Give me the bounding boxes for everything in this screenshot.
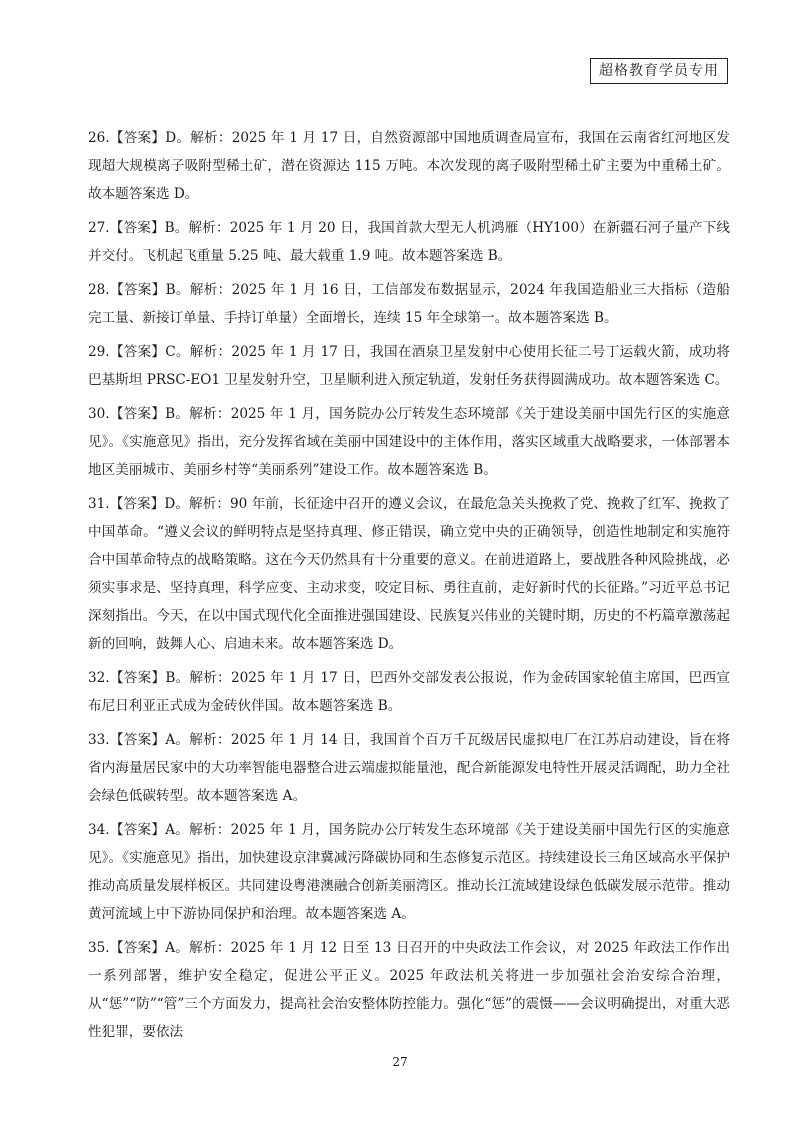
answer-entry-28: 28.【答案】B。解析：2025 年 1 月 16 日，工信部发布数据显示，2024 年我国造船业三大指标（造船完工量、新接订单量、手持订单量）全面增长，连续 15 年全球第一。故本题答案选 B。 bbox=[88, 282, 730, 326]
page-number: 27 bbox=[392, 1055, 408, 1069]
answer-entry-29: 29.【答案】C。解析：2025 年 1 月 17 日，我国在酒泉卫星发射中心使用长征二号丁运载火箭，成功将巴基斯坦 PRSC-EO1 卫星发射升空，卫星顺利进入预定轨道，发射任务获得圆满成功。故本题答案选 C。 bbox=[88, 344, 730, 388]
answer-entry-27: 27.【答案】B。解析：2025 年 1 月 20 日，我国首款大型无人机鸿雁（HY100）在新疆石河子量产下线并交付。飞机起飞重量 5.25 吨、最大载重 1.9 吨。故本题答案选 B。 bbox=[88, 220, 730, 264]
answer-list bbox=[88, 124, 730, 1052]
answer-entry-35: 35.【答案】A。解析：2025 年 1 月 12 日至 13 日召开的中央政法工作会议，对 2025 年政法工作作出一系列部署，维护安全稳定，促进公平正义。2025 年政法机关将进一步加强社会治安综合治理，从“惩”“防”“管”三个方面发力，提高社会治安整体防控能力。强化“惩”的震慑——会议明确提出，对重大恶性犯罪，要依法 bbox=[88, 940, 730, 1040]
answer-entry-26: 26.【答案】D。解析：2025 年 1 月 17 日，自然资源部中国地质调查局宣布，我国在云南省红河地区发现超大规模离子吸附型稀土矿，潜在资源达 115 万吨。本次发现的离子吸附型稀土矿主要为中重稀土矿。故本题答案选 D。 bbox=[88, 130, 730, 202]
header-badge: 超格教育学员专用 bbox=[590, 58, 728, 84]
answer-entry-31: 31.【答案】D。解析：90 年前，长征途中召开的遵义会议，在最危急关头挽救了党、挽救了红军、挽救了中国革命。“遵义会议的鲜明特点是坚持真理、修正错误，确立党中央的正确领导，创造性地制定和实施符合中国革命特点的战略策略。这在今天仍然具有十分重要的意义。在前进道路上，要战胜各种风险挑战，必须实事求是、坚持真理，科学应变、主动求变，咬定目标、勇往直前，走好新时代的长征路。”习近平总书记深刻指出。今天，在以中国式现代化全面推进强国建设、民族复兴伟业的关键时期，历史的不朽篇章激荡起新的回响，鼓舞人心、启迪未来。故本题答案选 D。 bbox=[88, 496, 730, 652]
answer-entry-33: 33.【答案】A。解析：2025 年 1 月 14 日，我国首个百万千瓦级居民虚拟电厂在江苏启动建设，旨在将省内海量居民家中的大功率智能电器整合进云端虚拟能量池，配合新能源发电特性开展灵活调配，助力全社会绿色低碳转型。故本题答案选 A。 bbox=[88, 732, 730, 804]
answer-entry-34: 34.【答案】A。解析：2025 年 1 月，国务院办公厅转发生态环境部《关于建设美丽中国先行区的实施意见》。《实施意见》指出，加快建设京津冀减污降碳协同和生态修复示范区。持续建设长三角区域高水平保护推动高质量发展样板区。共同建设粤港澳融合创新美丽湾区。推动长江流域建设绿色低碳发展示范带。推动黄河流域上中下游协同保护和治理。故本题答案选 A。 bbox=[88, 822, 730, 922]
answer-entry-30: 30.【答案】B。解析：2025 年 1 月，国务院办公厅转发生态环境部《关于建设美丽中国先行区的实施意见》。《实施意见》指出，充分发挥省域在美丽中国建设中的主体作用，落实区域重大战略要求，一体部署本地区美丽城市、美丽乡村等“美丽系列”建设工作。故本题答案选 B。 bbox=[88, 406, 730, 478]
answer-entry-32: 32.【答案】B。解析：2025 年 1 月 17 日，巴西外交部发表公报说，作为金砖国家轮值主席国，巴西宣布尼日利亚正式成为金砖伙伴国。故本题答案选 B。 bbox=[88, 670, 730, 714]
